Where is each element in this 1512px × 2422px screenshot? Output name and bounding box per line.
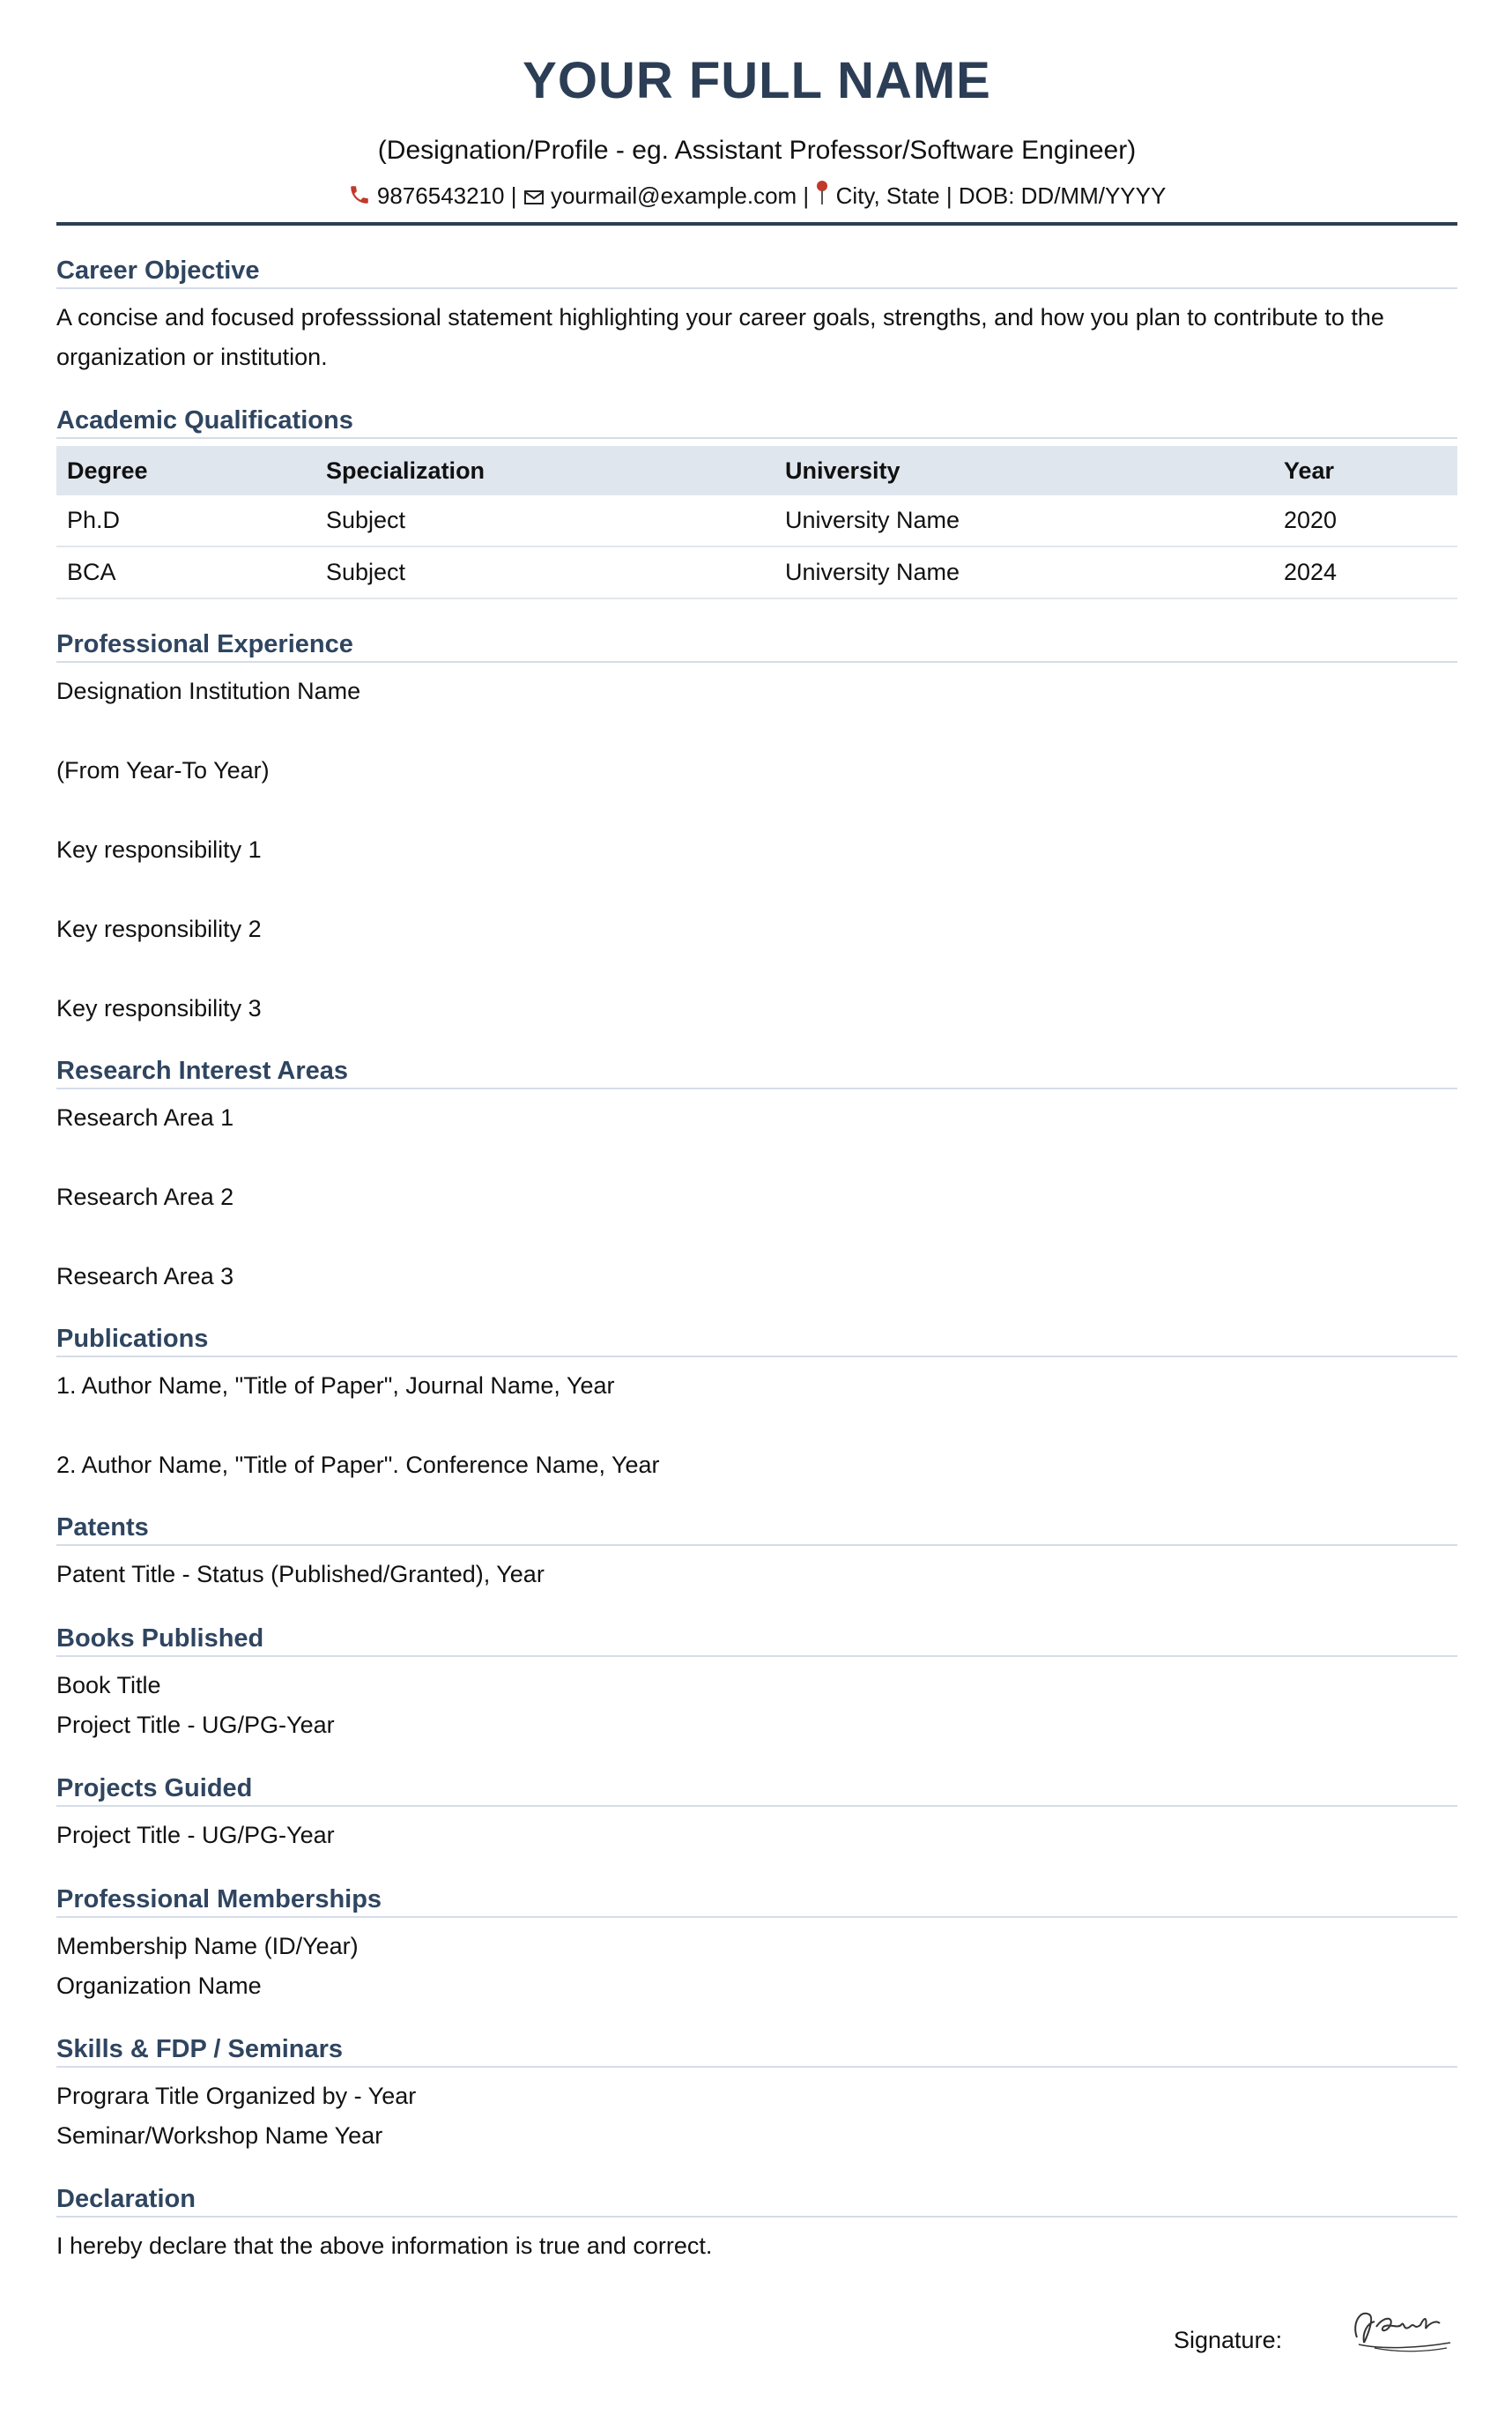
academic-table bbox=[56, 446, 1457, 599]
table-cell: BCA bbox=[56, 546, 315, 598]
table-row bbox=[56, 546, 1457, 598]
list-item: Research Area 3 bbox=[56, 1263, 234, 1289]
section-title-patents: Patents bbox=[56, 1512, 1457, 1546]
phone-icon bbox=[348, 183, 371, 212]
column-header: Year bbox=[1273, 446, 1457, 495]
section-title-publications: Publications bbox=[56, 1324, 1457, 1357]
list-item: Designation Institution Name bbox=[56, 678, 361, 704]
section-title-skills: Skills & FDP / Seminars bbox=[56, 2034, 1457, 2068]
list-item: Membership Name (ID/Year) bbox=[56, 1933, 359, 1959]
section-title-memberships: Professional Memberships bbox=[56, 1884, 1457, 1918]
list-item: Key responsibility 1 bbox=[56, 836, 262, 863]
list-item: Organization Name bbox=[56, 1973, 262, 1999]
list-item: Prograra Title Organized by - Year bbox=[56, 2083, 417, 2109]
date-of-birth: DOB: DD/MM/YYYY bbox=[958, 182, 1167, 209]
list-item: Seminar/Workshop Name Year bbox=[56, 2122, 383, 2149]
list-item: (From Year-To Year) bbox=[56, 757, 270, 784]
designation: (Designation/Profile - eg. Assistant Professor/Software Engineer) bbox=[377, 136, 1137, 165]
contact-line bbox=[56, 180, 1457, 212]
list-item: Research Area 2 bbox=[56, 1184, 234, 1210]
declaration-text: I hereby declare that the above information is true and correct. bbox=[56, 2233, 713, 2259]
list-item: 1. Author Name, "Title of Paper", Journal Name, Year bbox=[56, 1372, 615, 1399]
separator: | bbox=[939, 182, 959, 209]
table-cell: Subject bbox=[315, 546, 775, 598]
section-title-experience: Professional Experience bbox=[56, 629, 1457, 663]
table-row bbox=[56, 495, 1457, 546]
phone-number: 9876543210 bbox=[376, 182, 505, 209]
table-cell: 2020 bbox=[1273, 495, 1457, 546]
column-header: Specialization bbox=[315, 446, 775, 495]
list-item: Research Area 1 bbox=[56, 1104, 234, 1131]
list-item: 2. Author Name, "Title of Paper". Conference Name, Year bbox=[56, 1452, 660, 1478]
list-item: Patent Title - Status (Published/Granted), Year bbox=[56, 1561, 545, 1587]
signature-image bbox=[1348, 2297, 1456, 2360]
career-objective-text: A concise and focused professsional statement highlighting your career goals, strengths, and how you plan to contribute to the organization or institution. bbox=[56, 304, 1384, 370]
column-header: University bbox=[775, 446, 1273, 495]
section-title-declaration: Declaration bbox=[56, 2184, 1457, 2218]
section-title-research: Research Interest Areas bbox=[56, 1056, 1457, 1089]
table-cell: University Name bbox=[775, 546, 1273, 598]
section-title-academic: Academic Qualifications bbox=[56, 405, 1457, 439]
list-item: Key responsibility 2 bbox=[56, 916, 262, 942]
section-title-career-objective: Career Objective bbox=[56, 256, 1457, 289]
list-item: Book Title bbox=[56, 1672, 161, 1698]
list-item: Key responsibility 3 bbox=[56, 995, 262, 1022]
separator: | bbox=[504, 182, 523, 209]
location: City, State bbox=[835, 182, 940, 209]
table-cell: 2024 bbox=[1273, 546, 1457, 598]
signature-label: Signature: bbox=[1174, 2327, 1283, 2353]
table-header-row bbox=[56, 446, 1457, 495]
header-divider bbox=[56, 222, 1457, 226]
separator: | bbox=[797, 182, 816, 209]
table-cell: Ph.D bbox=[56, 495, 315, 546]
location-pin-icon bbox=[815, 180, 829, 212]
full-name: YOUR FULL NAME bbox=[523, 52, 991, 109]
table-cell: University Name bbox=[775, 495, 1273, 546]
column-header: Degree bbox=[56, 446, 315, 495]
list-item: Project Title - UG/PG-Year bbox=[56, 1822, 335, 1848]
mail-icon bbox=[523, 185, 545, 212]
table-cell: Subject bbox=[315, 495, 775, 546]
section-title-projects: Projects Guided bbox=[56, 1773, 1457, 1807]
email-address: yourmail@example.com bbox=[550, 182, 797, 209]
section-title-books: Books Published bbox=[56, 1623, 1457, 1657]
list-item: Project Title - UG/PG-Year bbox=[56, 1712, 335, 1738]
